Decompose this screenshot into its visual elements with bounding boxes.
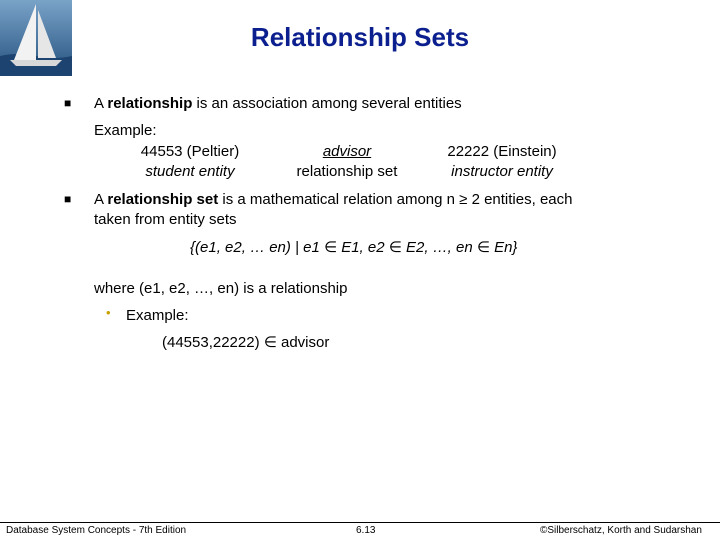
example-label: Example: [94,122,157,139]
bullet2-pre: A [94,191,108,208]
bullet1-pre: A [94,95,108,112]
bullet2-post: is a mathematical relation among n ≥ 2 entities, each [218,191,573,208]
instructor-entity-label: instructor entity [451,163,553,180]
footer-copyright: ©Silberschatz, Korth and Sudarshan [540,525,702,536]
square-bullet-icon: ■ [64,192,72,206]
square-bullet-icon: ■ [64,96,72,110]
advisor-relationship-name: advisor [322,143,372,160]
bullet-relationship-set-definition [94,190,572,210]
bullet2-term: relationship set [107,191,219,208]
footer-divider [0,522,720,523]
student-id: 44553 (Peltier) [140,143,240,160]
bullet2-line2: taken from entity sets [94,211,237,228]
page-title: Relationship Sets [250,22,470,52]
tuple-example: (44553,22222) ∈ advisor [162,334,330,351]
footer-page-number: 6.13 [356,525,376,536]
instructor-id: 22222 (Einstein) [447,143,557,160]
sub-bullet-example-label: Example: [126,307,189,324]
bullet1-term: relationship [107,95,193,112]
relationship-set-label: relationship set [296,163,398,180]
footer-book-title: Database System Concepts - 7th Edition [6,525,187,536]
student-entity-label: student entity [145,163,235,180]
example-column-advisor [276,142,418,182]
relationship-set-formula: {(e1, e2, … en) | e1 ∈ E1, e2 ∈ E2, …, en ∈ En} [190,239,518,256]
round-bullet-icon: • [106,305,111,320]
bullet1-post: is an association among several entities [192,95,462,112]
example-column-student [120,142,260,182]
where-clause: where (e1, e2, …, en) is a relationship [94,280,348,297]
example-column-instructor [426,142,578,182]
bullet-relationship-definition [94,94,462,114]
